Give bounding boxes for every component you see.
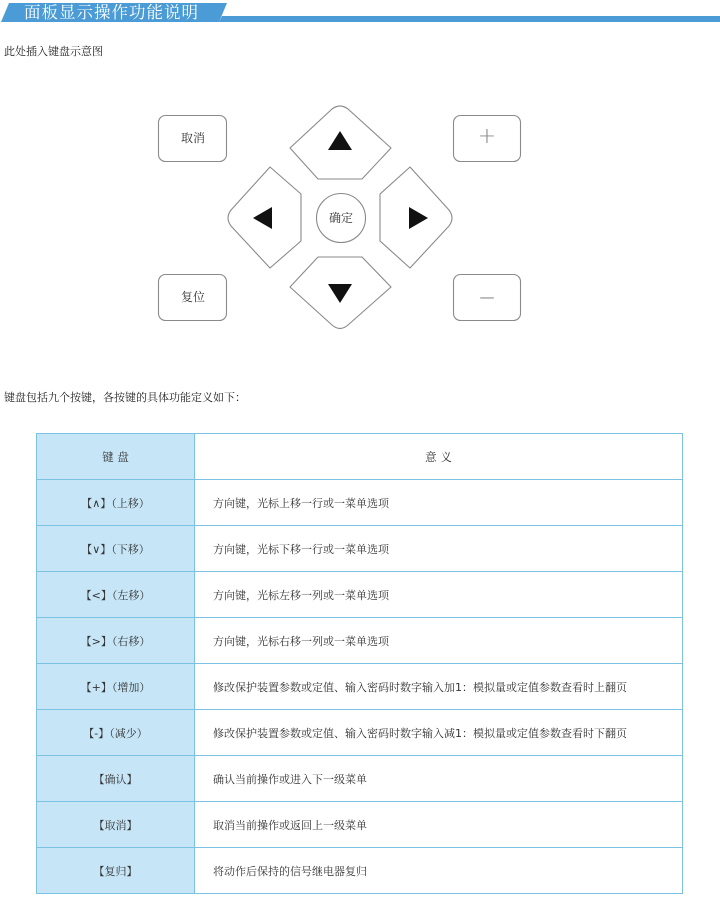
header-key: 键 盘: [37, 434, 195, 480]
diagram-placeholder-caption: 此处插入键盘示意图: [4, 45, 103, 58]
key-function-table: [36, 433, 683, 894]
table-row: [37, 848, 683, 894]
table-row: [37, 618, 683, 664]
key-cell: 【<】（左移）: [37, 572, 195, 618]
meaning-cell: 方向键，光标下移一行或一菜单选项: [195, 526, 683, 572]
meaning-cell: 修改保护装置参数或定值、输入密码时数字输入加1：模拟量或定值参数查看时上翻页: [195, 664, 683, 710]
section-banner: [0, 0, 720, 26]
table-row: [37, 756, 683, 802]
meaning-cell: 确认当前操作或进入下一级菜单: [195, 756, 683, 802]
plus-key-label[interactable]: +: [477, 124, 497, 149]
meaning-cell: 方向键，光标右移一列或一菜单选项: [195, 618, 683, 664]
table-row: [37, 526, 683, 572]
meaning-cell: 将动作后保持的信号继电器复归: [195, 848, 683, 894]
meaning-cell: 方向键，光标上移一行或一菜单选项: [195, 480, 683, 526]
minus-key-label[interactable]: —: [479, 288, 495, 306]
key-cell: 【>】（右移）: [37, 618, 195, 664]
key-cell: 【∧】（上移）: [37, 480, 195, 526]
intro-text: 键盘包括九个按键，各按键的具体功能定义如下：: [4, 391, 246, 404]
confirm-key-label[interactable]: 确定: [328, 211, 353, 225]
table-row: [37, 480, 683, 526]
table-row: [37, 664, 683, 710]
cancel-key-label[interactable]: 取消: [180, 131, 205, 145]
meaning-cell: 取消当前操作或返回上一级菜单: [195, 802, 683, 848]
reset-key-label[interactable]: 复位: [180, 290, 205, 304]
header-meaning: 意 义: [195, 434, 683, 480]
meaning-cell: 方向键，光标左移一列或一菜单选项: [195, 572, 683, 618]
key-cell: 【∨】（下移）: [37, 526, 195, 572]
key-cell: 【+】（增加）: [37, 664, 195, 710]
key-cell: 【复归】: [37, 848, 195, 894]
keypad-diagram: [0, 95, 720, 345]
key-cell: 【确认】: [37, 756, 195, 802]
table-row: [37, 710, 683, 756]
meaning-cell: 修改保护装置参数或定值、输入密码时数字输入减1：模拟量或定值参数查看时下翻页: [195, 710, 683, 756]
table-header-row: [37, 434, 683, 480]
table-row: [37, 572, 683, 618]
page-title: 面板显示操作功能说明: [24, 3, 199, 22]
key-cell: 【-】（减少）: [37, 710, 195, 756]
table-row: [37, 802, 683, 848]
key-cell: 【取消】: [37, 802, 195, 848]
